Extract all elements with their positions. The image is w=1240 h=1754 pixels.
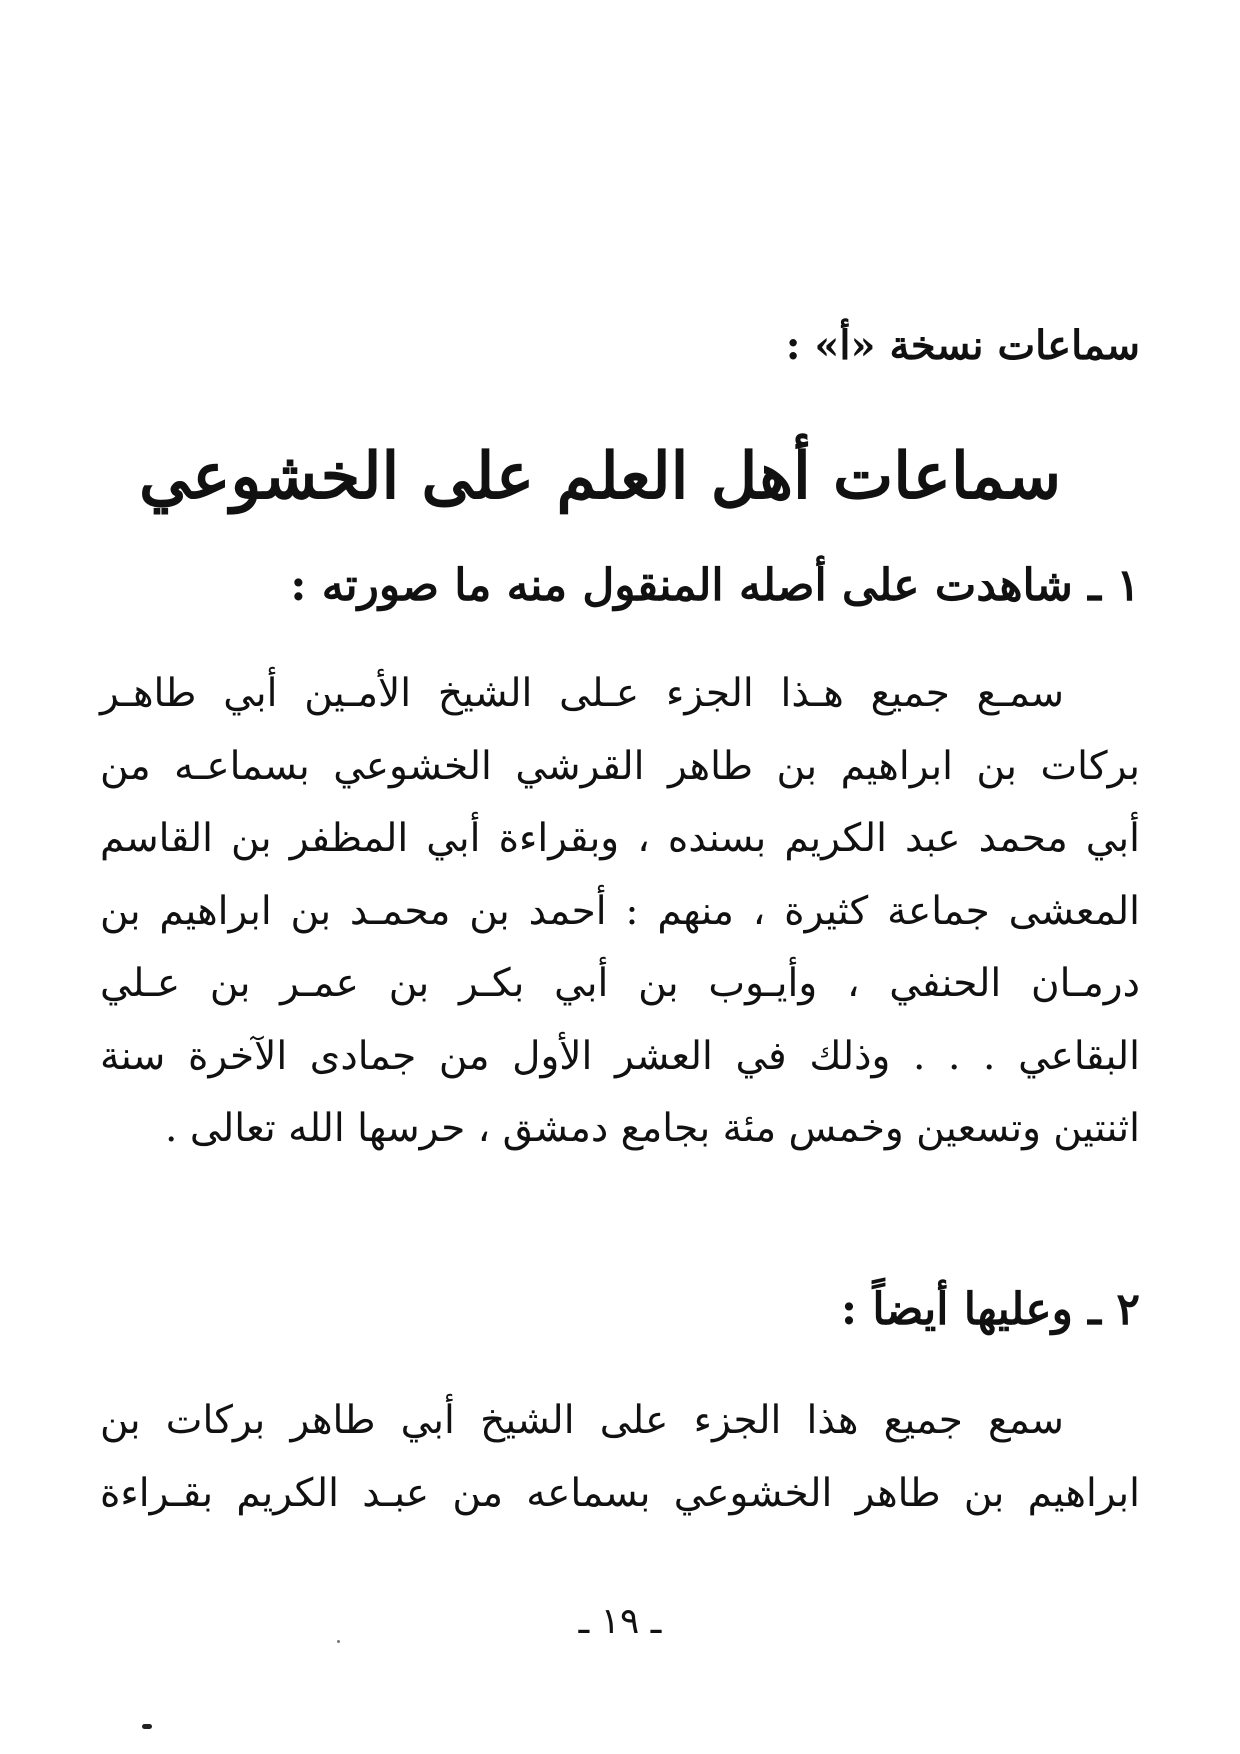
page-number: ـ ١٩ ـ xyxy=(578,1601,662,1642)
paragraph-2-line: سمع جميع هذا الجزء على الشيخ أبي طاهر بركات بن xyxy=(100,1398,1064,1443)
paragraph-1-line: اثنتين وتسعين وخمس مئة بجامع دمشق ، حرسها الله تعالى . xyxy=(165,1106,1140,1151)
paragraph-1-line: درمـان الحنفي ، وأيـوب بن أبي بكـر بن عمـر بن عـلي xyxy=(100,961,1140,1006)
scan-speck xyxy=(337,1640,340,1643)
paragraph-1-line: المعشى جماعة كثيرة ، منهم : أحمد بن محمـد بن ابراهيم بن xyxy=(100,888,1140,934)
scan-speck xyxy=(142,1724,152,1729)
paragraph-1-line: البقاعي . . . وذلك في العشر الأول من جمادى الآخرة سنة xyxy=(100,1033,1140,1079)
heading-2: ٢ ـ وعليها أيضاً : xyxy=(840,1284,1140,1335)
paragraph-2 xyxy=(100,1385,1140,1530)
paragraph-1-line: أبي محمد عبد الكريم بسنده ، وبقراءة أبي المظفر بن القاسم xyxy=(100,816,1140,861)
paragraph-1-line: بركات بن ابراهيم بن طاهر القرشي الخشوعي بسماعـه من xyxy=(100,743,1140,789)
heading-1: ١ ـ شاهدت على أصله المنقول منه ما صورته : xyxy=(290,560,1140,611)
page-title: سماعات أهل العلم على الخشوعي xyxy=(138,439,1062,514)
paragraph-2-line: ابراهيم بن طاهر الخشوعي بسماعه من عبـد الكريم بقـراءة xyxy=(100,1470,1140,1516)
section-label: سماعات نسخة «أ» : xyxy=(785,322,1140,369)
paragraph-1 xyxy=(100,658,1140,1166)
paragraph-1-line: سمـع جميع هـذا الجزء عـلى الشيخ الأمـين أبي طاهـر xyxy=(100,671,1064,716)
